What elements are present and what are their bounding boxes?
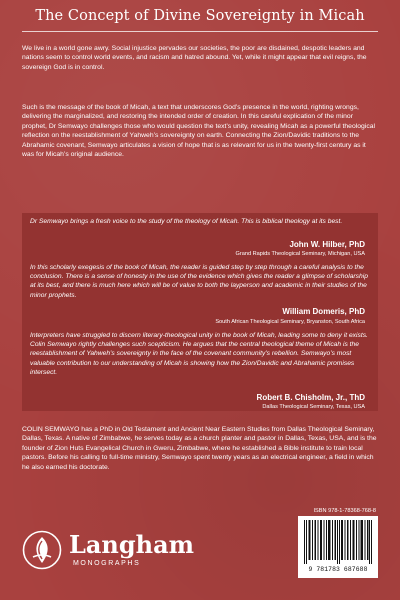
blurb-paragraph-2: Such is the message of the book of Micah, a text that underscores God’s presence in the world, righting wrongs, delivering the marginalized, and restoring the intended order of creation. In this careful explication of the minor prophet, Dr Semwayo challenges those who would question the text’s unity, revealing Micah as a powerful theological reflection on the reestablishment of Yahweh’s sovereignty on earth. Connecting the Zion/Davidic traditions to the Abrahamic covenant, Semwayo articulates a vision of hope that is as relevant for us in the twenty-first century as it was for Micah’s original audience. — [22, 104, 376, 159]
isbn-label: ISBN 978-1-78368-768-8 — [313, 508, 376, 514]
title-divider — [22, 31, 378, 32]
barcode-digits: 9 781783 687688 — [308, 566, 368, 573]
publisher-imprint: MONOGRAPHS — [73, 560, 141, 567]
endorser-name-3: Robert B. Chisholm, Jr., ThD — [256, 393, 365, 402]
blurb-paragraph-1: We live in a world gone awry. Social injustice pervades our societies, the poor are disdained, despotic leaders and nations seem to control world events, and racism and hatred abound. Yet, while it might appear that evil reigns, the sovereign God is in control. — [22, 45, 367, 71]
endorser-affiliation-1: Grand Rapids Theological Seminary, Michigan, USA — [235, 251, 365, 257]
endorsement-quote-1: Dr Semwayo brings a fresh voice to the study of the theology of Micah. This is biblical theology at its best. — [30, 218, 343, 225]
barcode — [298, 516, 378, 578]
book-title: The Concept of Divine Sovereignty in Micah — [35, 8, 365, 24]
endorser-name-1: John W. Hilber, PhD — [289, 240, 365, 249]
endorser-name-2: William Domeris, PhD — [282, 307, 365, 316]
barcode-bars — [304, 520, 372, 564]
publisher-name: Langham — [69, 530, 195, 559]
endorser-affiliation-2: South African Theological Seminary, Bryanston, South Africa — [215, 319, 365, 325]
endorsement-quote-2: In this scholarly exegesis of the book of Micah, the reader is guided step by step through a careful analysis to the conclusion. There is a sense of honesty in the use of the evidence which gives the reader a glimpse of scholarship at its best, and there is much here which will be of value to both the layperson and academic in their studies of the minor prophets. — [30, 264, 368, 299]
endorser-affiliation-3: Dallas Theological Seminary, Texas, USA — [262, 404, 365, 410]
endorsement-quote-3: Interpreters have struggled to discern literary-theological unity in the book of Micah, leading some to deny it exists. Colin Semwayo rightly challenges such scepticism. He argues that the central theological theme of Micah is the reestablishment of Yahweh’s sovereignty in the face of the covenant community’s rebellion. Semwayo’s most valuable contribution to our understanding of Micah is showing how the Zion/Davidic and Abrahamic promises intersect. — [30, 332, 368, 376]
publisher-logo — [22, 530, 195, 582]
langham-seal-icon — [22, 530, 62, 570]
author-bio: COLIN SEMWAYO has a PhD in Old Testament and Ancient Near Eastern Studies from Dallas Theological Seminary, Dallas, Texas. A native of Zimbabwe, he serves today as a church planter and pastor in Dallas, Texas, USA, and is the founder of Zion Huts Evangelical Church in Gweru, Zimbabwe, where he established a Bible institute to train local pastors. Before his calling to full-time ministry, Semwayo spent twenty years as an electrical engineer, a field in which he also earned his doctorate. — [22, 426, 377, 471]
